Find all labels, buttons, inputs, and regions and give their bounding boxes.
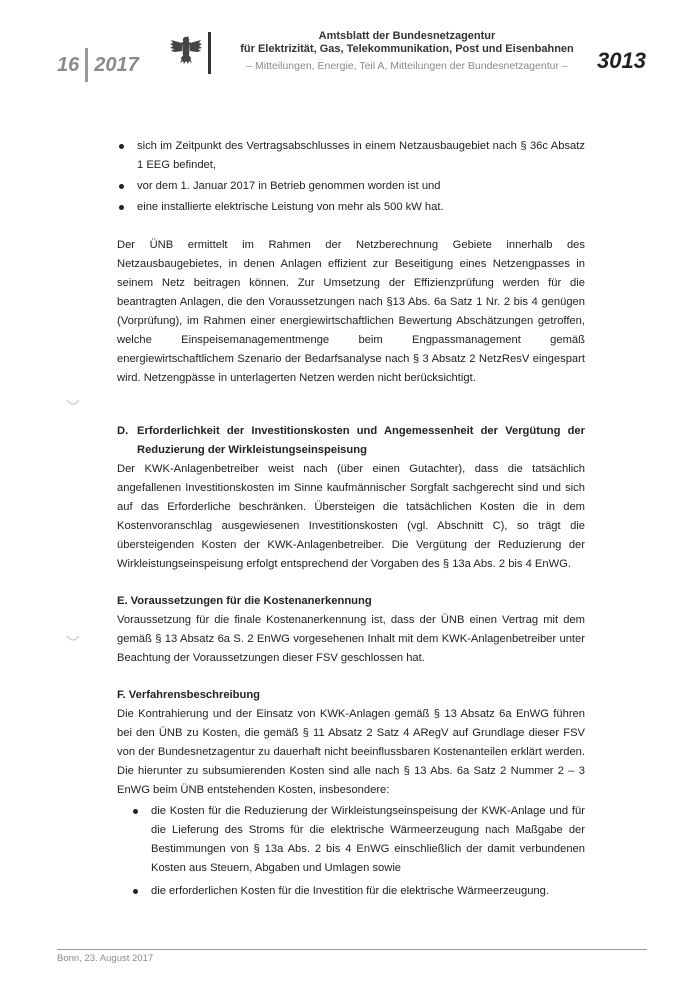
list-item: die Kosten für die Reduzierung der Wirkleistungseinspeisung der KWK-Anlage und für die Lieferung des Stroms für die elektrische Wärmeerzeugung nach Maßgabe der Bestimmungen von § 13a Abs. 2 bis 4 EnWG einschließlich der damit verbundenen Kosten aus Steuern, Abgaben und Umlagen sowie	[131, 802, 585, 878]
list-item: die erforderlichen Kosten für die Investition für die elektrische Wärmeerzeugung.	[131, 882, 585, 901]
header-divider	[208, 32, 211, 74]
issue-number-value: 16	[57, 53, 80, 76]
section-f-bullet-list	[131, 802, 585, 901]
section-f-heading: F. Verfahrensbeschreibung	[117, 689, 260, 701]
list-item: sich im Zeitpunkt des Vertragsabschlusses in einem Netzausbaugebiet nach § 36c Absatz 1 EEG befindet,	[117, 137, 585, 175]
issue-number	[57, 48, 139, 82]
section-d-body: Der KWK-Anlagenbetreiber weist nach (über einen Gutachter), dass die tatsächlich angefallenen Investitionskosten im Sinne kaufmännischer Sorgfalt sachgerecht sind und sich auf das Erforderliche beschränken. Übersteigen die tatsächlichen Kosten die in dem Kostenvoranschlag ausgewiesenen Investitionskosten (vgl. Abschnitt C), so trägt die übersteigenden Kosten der KWK-Anlagenbetreiber. Die Vergütung der Reduzierung der Wirkleistungseinspeisung erfolgt entsprechend der Vorgaben des § 13a Abs. 2 bis 4 EnWG.	[117, 463, 585, 570]
list-item: vor dem 1. Januar 2017 in Betrieb genommen worden ist und	[117, 177, 585, 196]
section-f-body: Die Kontrahierung und der Einsatz von KWK-Anlagen gemäß § 13 Absatz 6a EnWG führen bei den ÜNB zu Kosten, die gemäß § 11 Absatz 2 Satz 4 ARegV auf Grundlage dieser FSV von der Bundesnetzagentur zu dauerhaft nicht beeinflussbaren Kostenanteilen erklärt werden. Die hierunter zu subsumierenden Kosten sind alle nach § 13 Abs. 6a Satz 2 Nummer 2 – 3 EnWG beim ÜNB entstehenden Kosten, insbesondere:	[117, 708, 585, 796]
gazette-title: Amtsblatt der Bundesnetzagentur	[318, 30, 496, 42]
punch-hole-mark	[66, 399, 80, 407]
page-number: 3013	[597, 48, 646, 73]
punch-hole-mark	[66, 635, 80, 643]
gazette-title-sectors: für Elektrizität, Gas, Telekommunikation, Post und Eisenbahnen	[240, 43, 574, 55]
gazette-subtitle: – Mitteilungen, Energie, Teil A, Mitteilungen der Bundesnetzagentur –	[246, 60, 568, 72]
footer-place-date: Bonn, 23. August 2017	[57, 953, 154, 964]
document-body	[117, 137, 585, 901]
section-d-letter: D.	[117, 425, 129, 437]
issue-year: 2017	[94, 53, 139, 76]
section-d-heading	[117, 422, 585, 460]
section-d-title: Erforderlichkeit der Investitionskosten und Angemessenheit der Vergütung der Reduzierung der Wirkleistungseinspeisung	[137, 425, 585, 456]
intro-bullet-list	[117, 137, 585, 217]
issue-separator	[85, 48, 88, 82]
section-e-heading: E. Voraussetzungen für die Kostenanerkennung	[117, 595, 372, 607]
paragraph-unb: Der ÜNB ermittelt im Rahmen der Netzberechnung Gebiete innerhalb des Netzausbaugebietes, in denen Anlagen effizient zur Beseitigung eines Netzengpasses in seinem Netz beitragen können. Zur Umsetzung der Effizienzprüfung werden für die beantragten Anlagen, die den Voraussetzungen nach §13 Abs. 6a Satz 1 Nr. 2 bis 4 genügen (Vorprüfung), im Rahmen einer energiewirtschaftlichen Bewertung Abschätzungen getroffen, welche Einspeisemanagementmenge beim Engpassmanagement gemäß energiewirtschaftlichem Szenario der Bedarfsanalyse nach § 3 Absatz 2 NetzResV eingespart wird. Netzengpässe in unterlagerten Netzen werden nicht berücksichtigt.	[117, 239, 585, 384]
federal-eagle-icon	[168, 32, 204, 68]
footer-divider	[57, 949, 647, 950]
list-item: eine installierte elektrische Leistung von mehr als 500 kW hat.	[117, 198, 585, 217]
section-e-body: Voraussetzung für die finale Kostenanerkennung ist, dass der ÜNB einen Vertrag mit dem gemäß § 13 Absatz 6a S. 2 EnWG vorgesehenen Inhalt mit dem KWK-Anlagenbetreiber unter Beachtung der Voraussetzungen dieser FSV geschlossen hat.	[117, 614, 585, 664]
